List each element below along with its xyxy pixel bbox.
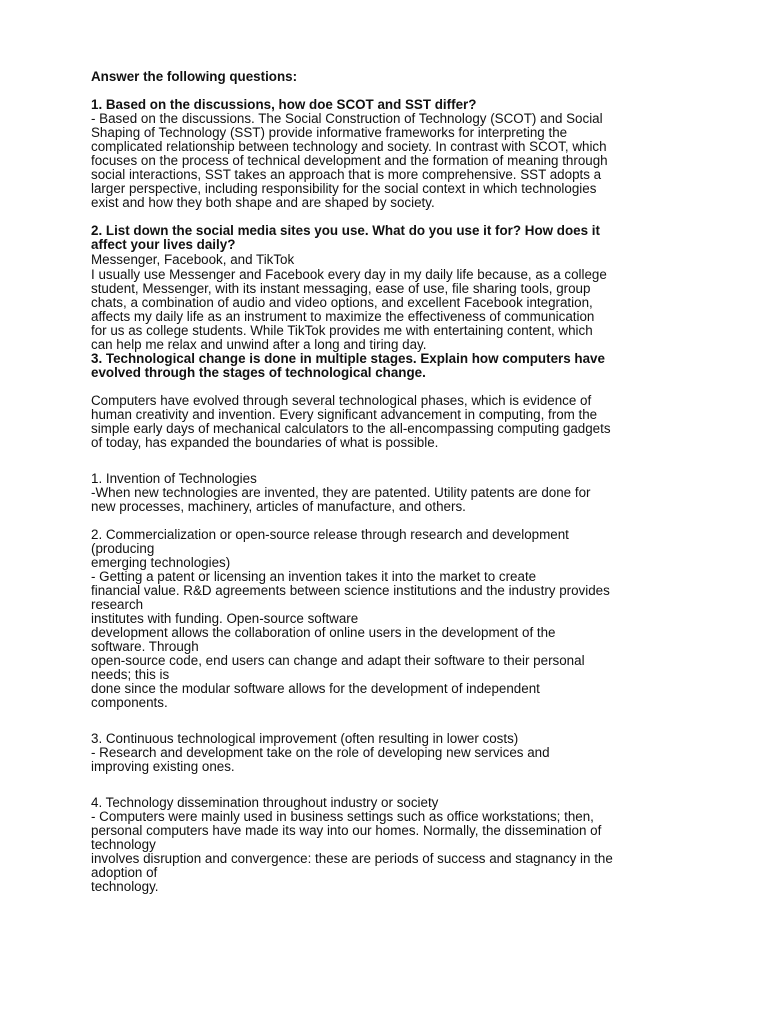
answer-2-line: student, Messenger, with its instant messaging, ease of use, file sharing tools, group — [91, 281, 591, 296]
answer-3-intro-line: human creativity and invention. Every significant advancement in computing, from the — [91, 407, 598, 422]
stage-2-line: open-source code, end users can change and adapt their software to their personal — [91, 653, 585, 668]
stage-3-line: 3. Continuous technological improvement (often resulting in lower costs) — [91, 731, 519, 746]
answer-1-line: focuses on the process of technical development and the formation of meaning through — [91, 153, 608, 168]
spacer — [91, 380, 691, 394]
stage-4-line: - Computers were mainly used in business settings such as office workstations; then, — [91, 809, 594, 824]
answer-1-line: exist and how they both shape and are shaped by society. — [91, 195, 435, 210]
stage-4-line: adoption of — [91, 865, 158, 880]
stage-1-line: new processes, machinery, articles of manufacture, and others. — [91, 499, 466, 514]
stage-3-line: - Research and development take on the role of developing new services and — [91, 745, 550, 760]
stage-4-line: technology. — [91, 879, 159, 894]
document-page — [91, 70, 691, 894]
question-2-line: affect your lives daily? — [91, 237, 236, 252]
stage-2-line: - Getting a patent or licensing an invention takes it into the market to create — [91, 569, 537, 584]
spacer — [91, 210, 691, 224]
question-3 — [91, 352, 691, 380]
spacer — [91, 450, 691, 472]
question-1: 1. Based on the discussions, how doe SCOT and SST differ? — [91, 97, 477, 112]
stage-1-title: 1. Invention of Technologies — [91, 471, 257, 486]
stage-2-line: research — [91, 597, 144, 612]
spacer — [91, 84, 691, 98]
answer-2-line: I usually use Messenger and Facebook every day in my daily life because, as a college — [91, 267, 607, 282]
stage-4-line: 4. Technology dissemination throughout industry or society — [91, 795, 439, 810]
stage-4-line: involves disruption and convergence: these are periods of success and stagnancy in the — [91, 851, 613, 866]
stage-2-line: institutes with funding. Open-source software — [91, 611, 359, 626]
answer-2-line: can help me relax and unwind after a long and tiring day. — [91, 337, 427, 352]
stage-2-line: emerging technologies) — [91, 555, 231, 570]
stage-4-line: personal computers have made its way into our homes. Normally, the dissemination of — [91, 823, 602, 838]
answer-1-line: social interactions, SST takes an approach that is more comprehensive. SST adopts a — [91, 167, 602, 182]
stage-1-line: -When new technologies are invented, they are patented. Utility patents are done for — [91, 485, 591, 500]
stage-2-line: financial value. R&D agreements between science institutions and the industry provides — [91, 583, 610, 598]
stage-2-line: software. Through — [91, 639, 199, 654]
social-media-sites: Messenger, Facebook, and TikTok — [91, 252, 295, 267]
stage-4-line: technology — [91, 837, 156, 852]
stage-3 — [91, 732, 691, 774]
answer-1 — [91, 112, 691, 210]
answer-1-line: larger perspective, including responsibility for the social context in which technologies — [91, 181, 597, 196]
spacer — [91, 710, 691, 732]
answer-3-intro-line: of today, has expanded the boundaries of what is possible. — [91, 435, 439, 450]
question-2 — [91, 224, 691, 252]
answer-2-line: chats, a combination of audio and video options, and excellent Facebook integration, — [91, 295, 593, 310]
stage-2-line: (producing — [91, 541, 155, 556]
answer-3-intro — [91, 394, 691, 450]
answer-3-intro-line: Computers have evolved through several technological phases, which is evidence of — [91, 393, 592, 408]
stage-4 — [91, 796, 691, 894]
stage-2-line: components. — [91, 695, 168, 710]
answer-2-line: for us as college students. While TikTok provides me with entertaining content, which — [91, 323, 593, 338]
answer-1-line: complicated relationship between technology and society. In contrast with SCOT, which — [91, 139, 607, 154]
answer-2 — [91, 268, 691, 352]
spacer — [91, 514, 691, 528]
answer-1-line: - Based on the discussions. The Social Construction of Technology (SCOT) and Social — [91, 111, 603, 126]
answer-1-line: Shaping of Technology (SST) provide informative frameworks for interpreting the — [91, 125, 568, 140]
stage-2-line: 2. Commercialization or open-source release through research and development — [91, 527, 569, 542]
answer-3-intro-line: simple early days of mechanical calculators to the all-encompassing computing gadgets — [91, 421, 611, 436]
stage-2-line: development allows the collaboration of online users in the development of the — [91, 625, 556, 640]
stage-1 — [91, 472, 691, 514]
stage-3-line: improving existing ones. — [91, 759, 235, 774]
question-2-line: 2. List down the social media sites you use. What do you use it for? How does it — [91, 223, 600, 238]
answer-2-line: affects my daily life as an instrument to maximize the effectiveness of communication — [91, 309, 595, 324]
stage-2 — [91, 528, 691, 710]
spacer — [91, 774, 691, 796]
stage-2-line: needs; this is — [91, 667, 170, 682]
stage-2-line: done since the modular software allows for the development of independent — [91, 681, 540, 696]
question-3-line: evolved through the stages of technological change. — [91, 365, 426, 380]
document-heading: Answer the following questions: — [91, 69, 298, 84]
question-3-line: 3. Technological change is done in multiple stages. Explain how computers have — [91, 351, 605, 366]
